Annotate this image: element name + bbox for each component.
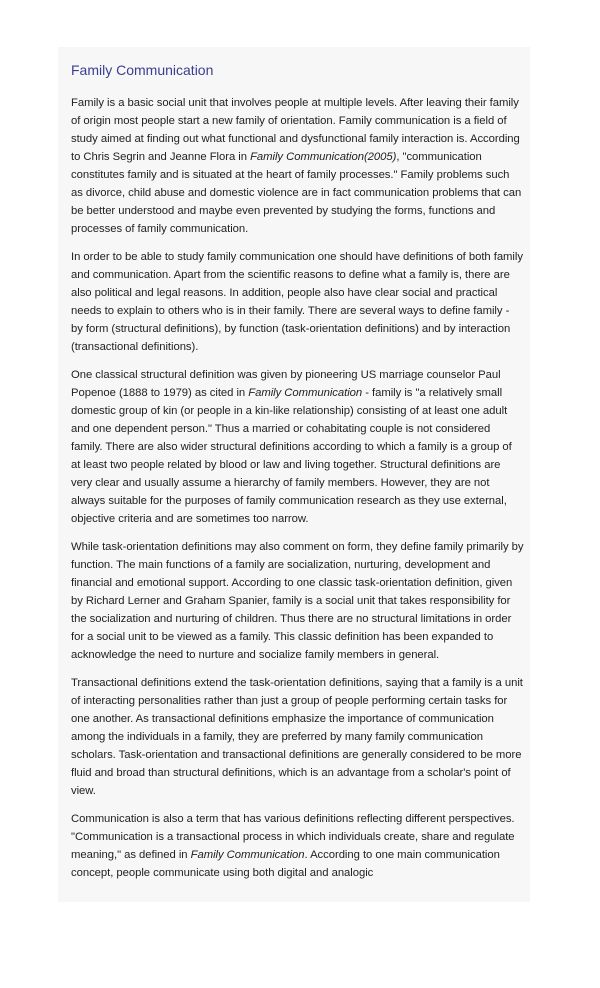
paragraph <box>71 538 524 664</box>
book-title: Family Communication(2005) <box>250 151 397 163</box>
paragraph-text: Communication is also a term that has various definitions reflecting different perspectives. "Communication is a transactional process in which individuals create, share and regulate meaning," as defined in <box>71 813 515 861</box>
document-title: Family Communication <box>71 62 214 78</box>
paragraph-text: , "communication constitutes family and is situated at the heart of family processes." Family problems such as divorce, child abuse and domestic violence are in fact communication problems that can be better understood and maybe even prevented by studying the forms, functions and processes of family communication. <box>71 151 522 235</box>
book-title: Family Communication <box>248 387 363 399</box>
paragraph-text: One classical structural definition was given by pioneering US marriage counselor Paul Popenoe (1888 to 1979) as cited in <box>71 369 501 399</box>
document-page <box>58 47 530 902</box>
paragraph <box>71 94 524 238</box>
paragraph <box>71 810 524 882</box>
paragraph-text: . According to one main communication concept, people communicate using both digital and analogic <box>71 849 500 879</box>
document-content <box>71 61 524 892</box>
book-title: Family Communication <box>190 849 305 861</box>
paragraph <box>71 366 524 528</box>
paragraph-text: - family is "a relatively small domestic group of kin (or people in a kin-like relationship) consisting of at least one adult and one dependent person." Thus a married or cohabitating couple is not considered family. There are also wider structural definitions according to which a family is a group of at least two people related by blood or law and living together. Structural definitions are very clear and usually assume a hierarchy of family members. However, they are not always suitable for the purposes of family communication research as they use external, objective criteria and are sometimes too narrow. <box>71 387 512 525</box>
paragraph-text: While task-orientation definitions may also comment on form, they define family primarily by function. The main functions of a family are socialization, nurturing, development and financial and emotional support. According to one classic task-orientation definition, given by Richard Lerner and Graham Spanier, family is a social unit that takes responsibility for the socialization and nurturing of children. Thus there are no structural limitations in order for a social unit to be viewed as a family. This classic definition has been expanded to acknowledge the need to nurture and socialize family members in general. <box>71 541 524 661</box>
paragraph-text: In order to be able to study family communication one should have definitions of both family and communication. Apart from the scientific reasons to define what a family is, there are also political and legal reasons. In addition, people also have clear social and practical needs to explain to others who is in their family. There are several ways to define family - by form (structural definitions), by function (task-orientation definitions) and by interaction (transactional definitions). <box>71 251 523 353</box>
paragraph-text: Family is a basic social unit that involves people at multiple levels. After leaving their family of origin most people start a new family of orientation. Family communication is a field of study aimed at finding out what functional and dysfunctional family interaction is. According to Chris Segrin and Jeanne Flora in <box>71 97 520 163</box>
paragraph <box>71 248 524 356</box>
paragraph <box>71 674 524 800</box>
paragraph-text: Transactional definitions extend the task-orientation definitions, saying that a family is a unit of interacting personalities rather than just a group of people performing certain tasks for one another. As transactional definitions emphasize the importance of communication among the individuals in a family, they are preferred by many family communication scholars. Task-orientation and transactional definitions are generally considered to be more fluid and broad than structural definitions, which is an advantage from a scholar's point of view. <box>71 677 523 797</box>
